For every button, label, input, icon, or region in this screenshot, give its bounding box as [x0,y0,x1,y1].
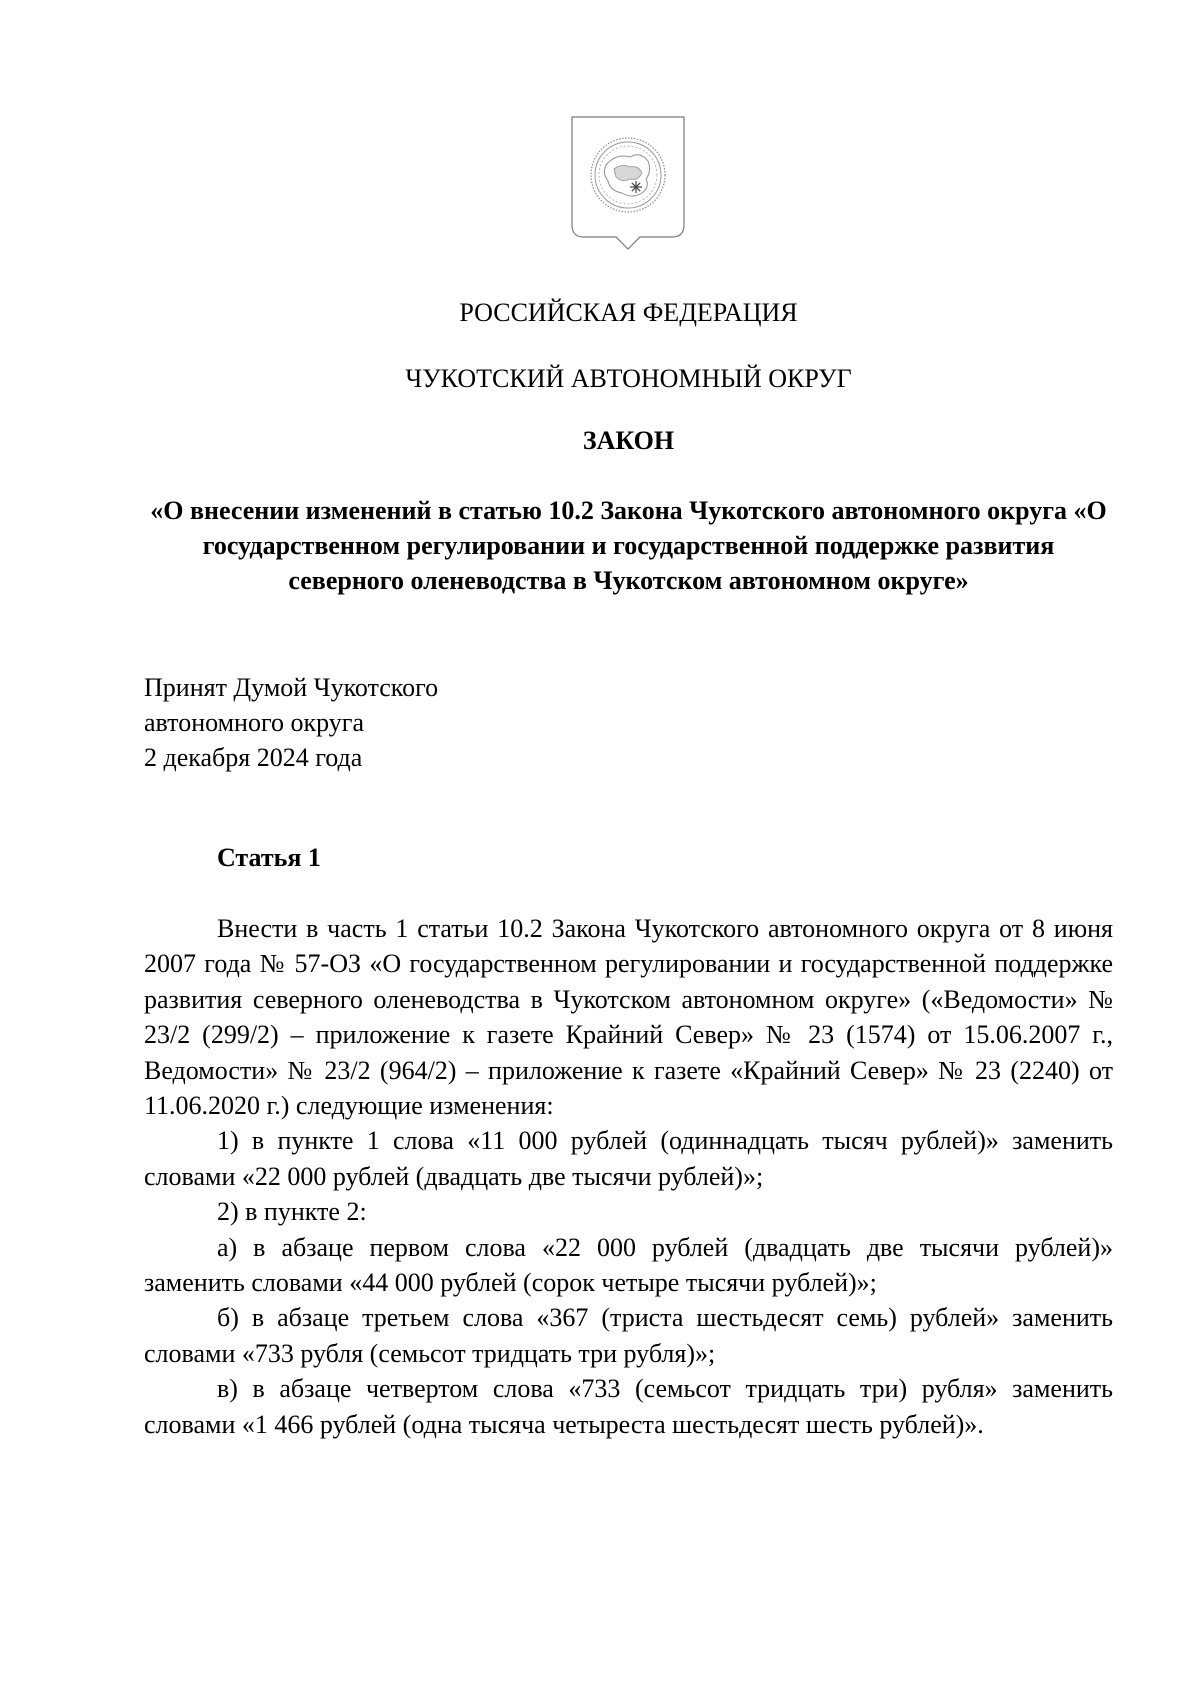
law-title: «О внесении изменений в статью 10.2 Закона Чукотского автономного округа «О государственном регулировании и государственной поддержке развития северного оленеводства в Чукотском автономном округе» [150,496,1107,595]
article-paragraph: 1) в пункте 1 слова «11 000 рублей (одиннадцать тысяч рублей)» заменить словами «22 000 рублей (двадцать две тысячи рублей)»; [144,1126,1113,1191]
article-paragraph: б) в абзаце третьем слова «367 (триста шестьдесят семь) рублей» заменить словами «733 рубля (семьсот тридцать три рубля)»; [144,1303,1113,1368]
adoption-block [144,670,438,775]
article-paragraph: а) в абзаце первом слова «22 000 рублей (двадцать две тысячи рублей)» заменить словами «44 000 рублей (сорок четыре тысячи рублей)»; [144,1232,1113,1298]
article-body [144,911,1113,1442]
article-paragraph: Внести в часть 1 статьи 10.2 Закона Чукотского автономного округа от 8 июня 2007 года № 57-ОЗ «О государственном регулировании и государственной поддержке развития северного оленеводства в Чукотском автономном округе» («Ведомости» № 23/2 (299/2) – приложение к газете Крайний Север» № 23 (1574) от 15.06.2007 г., Ведомости» № 23/2 (964/2) – приложение к газете «Крайний Север» № 23 (2240) от 11.06.2020 г.) следующие изменения: [144,914,1113,1121]
coat-of-arms-icon [568,113,688,265]
adoption-date: 2 декабря 2024 года [144,743,363,772]
article-paragraph: в) в абзаце четвертом слова «733 (семьсот тридцать три) рубля» заменить словами «1 466 рублей (одна тысяча четыреста шестьдесят шесть рублей)». [144,1374,1113,1439]
article-heading: Статья 1 [217,843,321,872]
adoption-line: автономного округа [144,708,364,737]
document-type-heading: ЗАКОН [582,426,675,455]
okrug-heading: ЧУКОТСКИЙ АВТОНОМНЫЙ ОКРУГ [405,364,852,393]
federation-heading: РОССИЙСКАЯ ФЕДЕРАЦИЯ [459,298,798,327]
article-paragraph: 2) в пункте 2: [217,1197,367,1227]
adoption-line: Принят Думой Чукотского [144,673,439,702]
